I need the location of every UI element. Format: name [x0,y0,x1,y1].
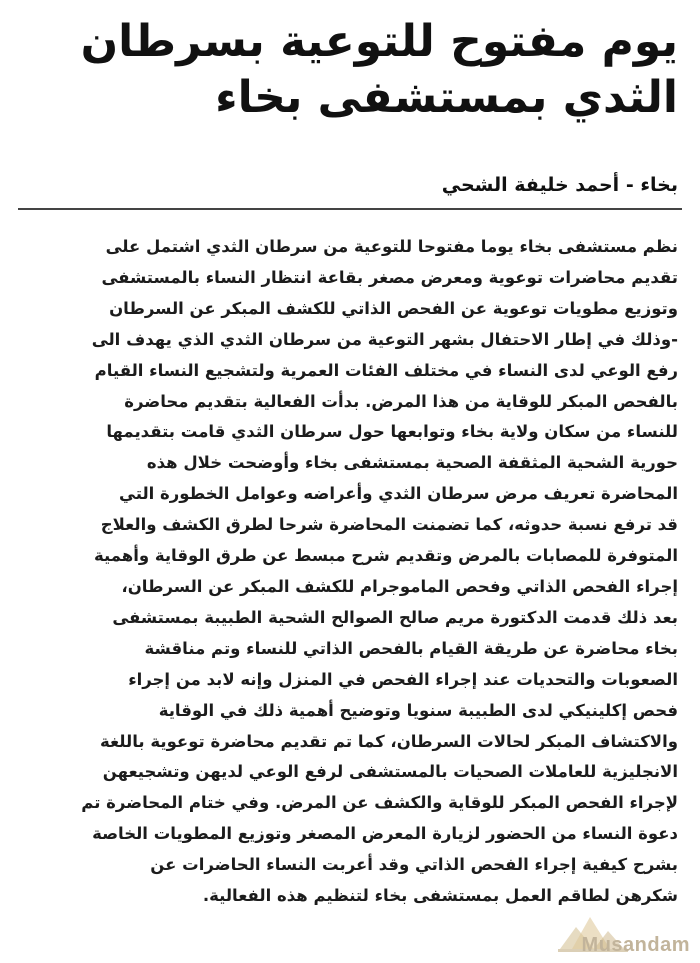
body-line: وتوزيع مطويات توعوية عن الفحص الذاتي للكشف المبكر عن السرطان [109,298,678,318]
article-byline: بخاء - أحمد خليفة الشحي [441,174,678,196]
headline-line-1: يوم مفتوح للتوعية بسرطان [80,16,678,67]
headline-line-2: الثدي بمستشفى بخاء [215,72,678,123]
byline-divider [18,208,682,210]
body-line: شكرهن لطاقم العمل بمستشفى بخاء لتنظيم هذه الفعالية. [202,886,678,906]
body-line: حورية الشحية المثقفة الصحية بمستشفى بخاء وأوضحت خلال هذه [146,453,678,473]
body-line: إجراء الفحص الذاتي وفحص الماموجرام للكشف المبكر عن السرطان، [121,576,678,596]
body-line: فحص إكلينيكي لدى الطبيبة سنويا وتوضيح أهمية ذلك في الوقاية [158,700,678,720]
body-line: الصعوبات والتحديات عند إجراء الفحص في المنزل وإنه لابد من إجراء [128,669,678,689]
watermark-text: Musandam [581,934,690,956]
body-line: بخاء محاضرة عن طريقة القيام بالفحص الذاتي للنساء وتم مناقشة [144,638,678,658]
article-headline [18,14,678,126]
body-line: والاكتشاف المبكر لحالات السرطان، كما تم تقديم محاضرة توعوية باللغة [99,731,678,751]
body-line: رفع الوعي لدى النساء في مختلف الفئات العمرية ولتشجيع النساء القيام [94,360,678,380]
body-line: تقديم محاضرات توعوية ومعرض مصغر بقاعة انتظار النساء بالمستشفى [101,267,678,287]
body-line: دعوة النساء من الحضور لزيارة المعرض المصغر وتوزيع المطويات الخاصة [92,824,678,844]
musandam-watermark [554,897,694,961]
body-line: بعد ذلك قدمت الدكتورة مريم صالح الصوالح الشحية الطبيبة بمستشفى [112,607,678,627]
body-line: للنساء من سكان ولاية بخاء وتوابعها حول سرطان الثدي قامت بتقديمها [106,422,678,442]
article-body [18,232,678,912]
body-line: المحاضرة تعريف مرض سرطان الثدي وأعراضه وعوامل الخطورة التي [119,484,678,504]
body-line: بالفحص المبكر للوقاية من هذا المرض. بدأت الفعالية بتقديم محاضرة [124,391,678,411]
body-line: لإجراء الفحص المبكر للوقاية والكشف عن المرض. وفي ختام المحاضرة تم [81,793,678,813]
body-line: المتوفرة للمصابات بالمرض وتقديم شرح مبسط عن طرق الوقاية وأهمية [93,546,678,566]
body-line: -وذلك في إطار الاحتفال بشهر التوعية من سرطان الثدي الذي يهدف الى [91,329,678,349]
body-line: بشرح كيفية إجراء الفحص الذاتي وقد أعربت النساء الحاضرات عن [150,855,678,875]
body-line: نظم مستشفى بخاء يوما مفتوحا للتوعية من سرطان الثدي اشتمل على [105,237,678,256]
body-line: الانجليزية للعاملات الصحيات بالمستشفى لرفع الوعي لديهن وتشجيعهن [102,762,678,782]
body-line: قد ترفع نسبة حدوثه، كما تضمنت المحاضرة شرحا لطرق الكشف والعلاج [100,515,678,535]
